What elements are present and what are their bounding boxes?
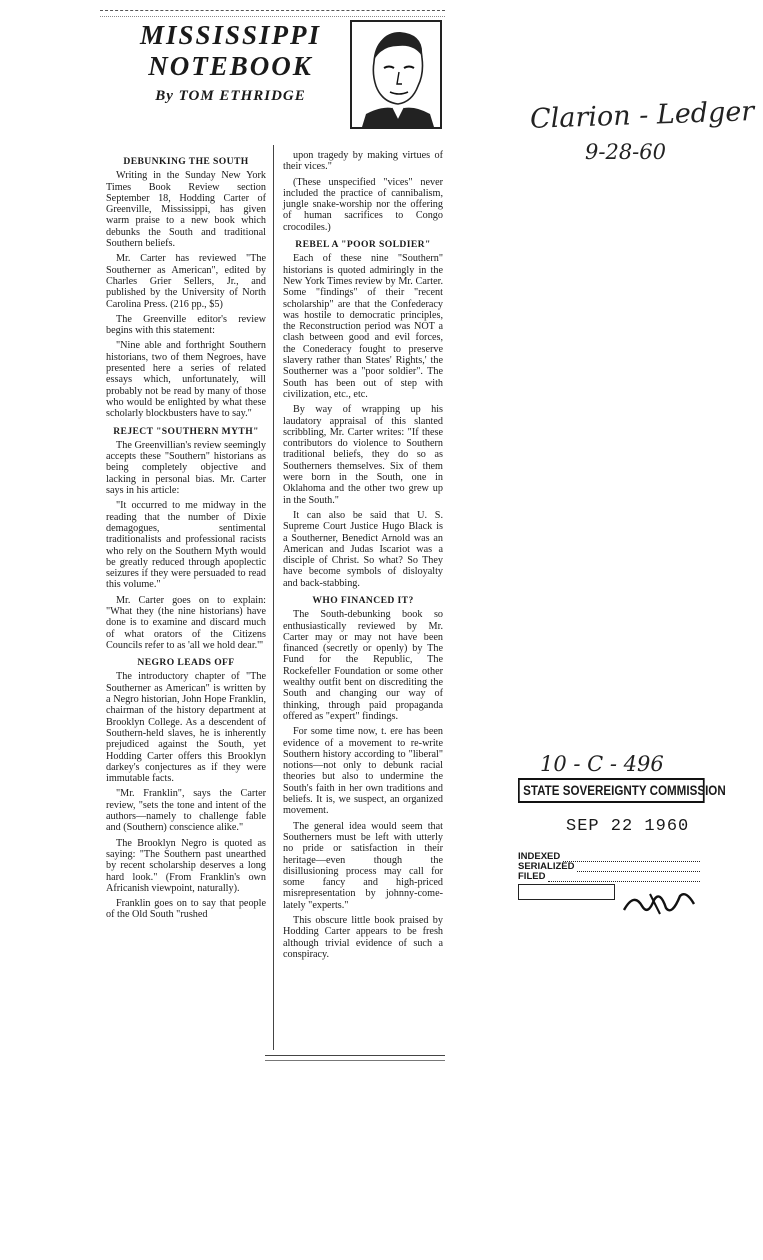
- stamp-agency: STATE SOVEREIGNTY COMMISSION: [518, 778, 705, 803]
- paragraph: Writing in the Sunday New York Times Book Review section September 18, Hodding Carter of Greenville, Mississippi, has given warm praise to a new book which debunks the South and traditional Southern beliefs.: [106, 170, 266, 250]
- section-heading: REBEL A "POOR SOLDIER": [295, 239, 431, 251]
- author-portrait: [350, 20, 442, 129]
- paragraph: "It occurred to me midway in the reading that the number of Dixie demagogues, sentimental traditionalists and professional racists who rely on the Southern Myth would be greatly reduced through apoplectic seizures if they were persuaded to read this volume.": [106, 500, 266, 591]
- column-masthead: [118, 20, 343, 130]
- paragraph: Mr. Carter goes on to explain: "What they (the nine historians) have done is to examine and discard much of what orators of the Citizens Councils refer to as 'all we hold dear.'": [106, 594, 266, 651]
- paragraph: The general idea would seem that Southerners must be left with utterly no pride or satisfaction in their heritage—even though the disillusioning process may call for some fancy and high-priced misrepresentation by johnny-come-lately "experts.": [283, 820, 443, 911]
- stamp-serialized-row: [518, 862, 700, 872]
- paragraph: upon tragedy by making virtues of their vices.": [283, 150, 443, 173]
- clipping-top-border-inner: [100, 16, 445, 17]
- initials-scribble-icon: [620, 888, 700, 918]
- stamp-indexed-label: INDEXED: [518, 851, 561, 862]
- paragraph: By way of wrapping up his laudatory appraisal of this slanted scribbling, Mr. Carter writes: "If these contributors do violence to Southern traditional beliefs, they do so as Southerners themselves. Six of them were born in the South, one in Oklahoma and the other two grew up in the South.": [283, 404, 443, 506]
- masthead-byline: By TOM ETHRIDGE: [155, 88, 306, 104]
- stamp-date: SEP 22 1960: [566, 817, 690, 836]
- paragraph: This obscure little book praised by Hodding Carter appears to be fresh although trivial evidence of such a conspiracy.: [283, 915, 443, 960]
- paragraph: The Greenvillian's review seemingly accepts these "Southern" historians as being completely objective and lacking in personal bias. Mr. Carter says in his article:: [106, 439, 266, 497]
- masthead-title-line2: NOTEBOOK: [148, 51, 313, 81]
- paragraph: (These unspecified "vices" never included the practice of cannibalism, jungle snake-worship nor the offering of human sacrifices to Congo crocodiles.): [283, 176, 443, 233]
- stamp-filed-row: [518, 872, 700, 882]
- handwritten-file-number: 10 - C - 496: [540, 752, 664, 776]
- handwritten-date: 9-28-60: [585, 140, 666, 164]
- stamp-serialized-label: SERIALIZED: [518, 861, 575, 872]
- section-heading: WHO FINANCED IT?: [312, 594, 414, 606]
- paragraph: The South-debunking book so enthusiastically reviewed by Mr. Carter may or may not have been financed (secretly or openly) by The Fund for the Republic, The Rockefeller Foundation or some other wealthy outfit bent on discrediting the South and changing our way of thinking, through paid propaganda offered as "expert" findings.: [283, 609, 443, 722]
- paragraph: Mr. Carter has reviewed "The Southerner as American", edited by Charles Grier Sellers, Jr., and published by the University of North Carolina Press. (216 pp., $5): [106, 253, 266, 310]
- portrait-drawing-icon: [352, 22, 440, 127]
- paragraph: The Brooklyn Negro is quoted as saying: "The Southern past unearthed by recent scholarship deserves a long hard look." (From Franklin's own Africanish viewpoint, naturally).: [106, 837, 266, 894]
- column-divider: [273, 145, 274, 1050]
- stamp-filed-label: FILED: [518, 871, 546, 882]
- paragraph: For some time now, t. ere has been evidence of a movement to re-write Southern history according to "liberal" notions—not only to debunk racial theories but also to undermine the South's faith in her own traditions and beliefs. It is, we suspect, an organized movement.: [283, 726, 443, 817]
- paragraph: Each of these nine "Southern" historians is quoted admiringly in the New York Times review by Mr. Carter. Some "findings" of their "recent scholarship" are that the Confederacy was hostile to democratic principles, the Reconstruction period was NOT a clash between good and evil forces, the Conederacy fought to preserve slavery rather than States' Rights,' the Southerner was a "poor soldier". The South has been out of step with civilization, etc., etc.: [283, 253, 443, 400]
- article-column-2: [283, 150, 443, 964]
- section-heading: DEBUNKING THE SOUTH: [123, 156, 249, 167]
- article-column-1: [106, 150, 266, 925]
- paragraph: Franklin goes on to say that people of the Old South "rushed: [106, 898, 266, 921]
- clipping-bottom-rule: [265, 1055, 445, 1056]
- paragraph: "Mr. Franklin", says the Carter review, "sets the tone and intent of the authors—namely to challenge fable and (Southern) conscience alike.": [106, 788, 266, 834]
- stamp-box: [518, 884, 615, 900]
- clipping-bottom-rule-2: [265, 1060, 445, 1061]
- clipping-top-border: [100, 10, 445, 11]
- masthead-title-line1: MISSISSIPPI: [139, 20, 322, 50]
- paragraph: It can also be said that U. S. Supreme Court Justice Hugo Black is a Southerner, Benedict Arnold was an American and Judas Iscariot was a disciple of Christ. So what? So They have become symbols of disloyalty and back-stabbing.: [283, 509, 443, 589]
- handwritten-source: Clarion - Ledger: [529, 96, 755, 135]
- section-heading: NEGRO LEADS OFF: [137, 657, 235, 669]
- paragraph: The Greenville editor's review begins with this statement:: [106, 313, 266, 337]
- section-heading: REJECT "SOUTHERN MYTH": [113, 425, 259, 437]
- paragraph: "Nine able and forthright Southern historians, two of them Negroes, have presented here a series of related essays which, unfortunately, will probably not be read by many of those who would be enlighted by what these scholarly blockbusters have to say.": [106, 340, 266, 420]
- paragraph: The introductory chapter of "The Southerner as American" is written by a Negro historian, John Hope Franklin, chairman of the history department at Brooklyn College. As a descendent of Southern-held slaves, he is inherently prejudiced against the South, yet Hodding Carter offers this Brooklyn darkey's conjectures as if they were immutable facts.: [106, 671, 266, 785]
